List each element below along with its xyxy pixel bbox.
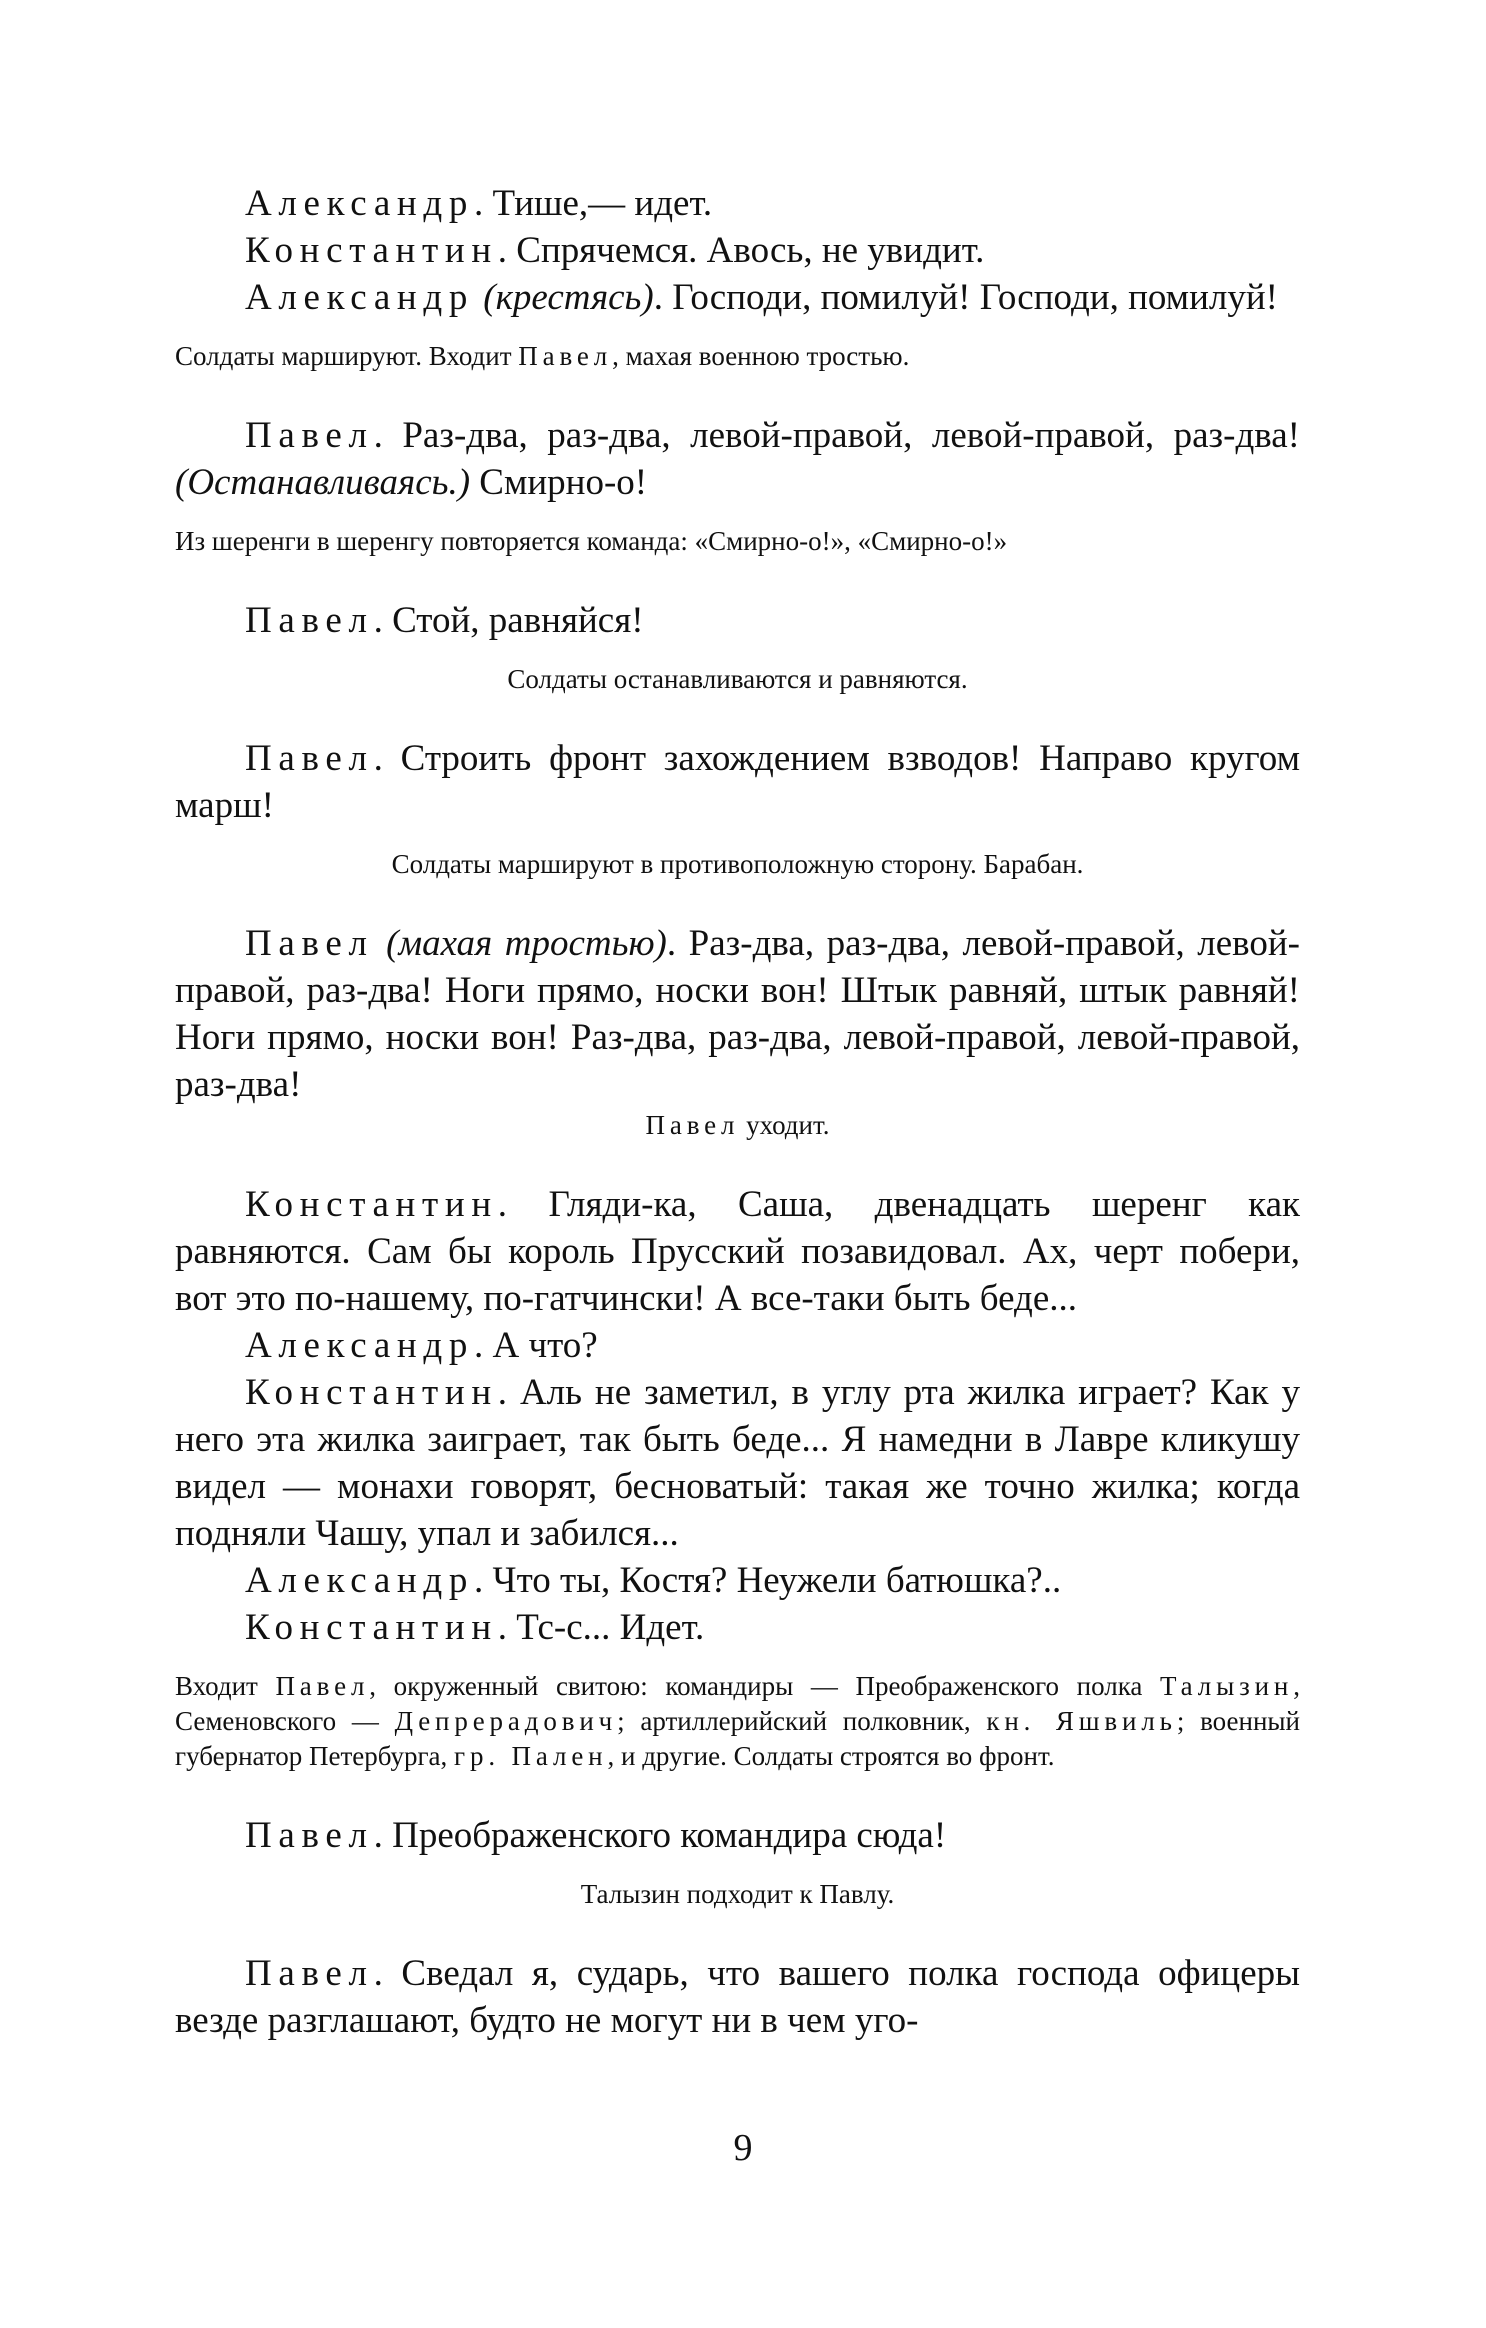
speaker-name: Павел: [245, 1815, 374, 1856]
line-9: [175, 735, 1300, 829]
line-1: [175, 180, 1300, 227]
page-number: 9: [733, 2127, 753, 2169]
direction-text: , и другие. Солдаты строятся во фронт.: [607, 1741, 1055, 1771]
direction-name: Павел: [275, 1671, 370, 1701]
speaker-name: Павел: [245, 600, 374, 641]
stage-direction-3: [175, 662, 1300, 697]
direction-text: , Семеновского —: [175, 1671, 1300, 1736]
direction-text: уходит.: [739, 1110, 830, 1140]
stage-direction-2: [175, 524, 1300, 559]
speech-text: . Строить фронт захождением взводов! Направо кругом марш!: [175, 738, 1300, 826]
stage-note: (махая тростью): [386, 923, 667, 964]
stage-direction-4: [175, 847, 1300, 882]
line-2: [175, 227, 1300, 274]
speech-text: . Раз-два, раз-два, левой-правой, левой-правой, раз-два! Ноги прямо, носки вон! Штык равняй, штык равняй! Ноги прямо, носки вон! Раз-два, раз-два, левой-правой, левой-правой, раз-два!: [175, 923, 1301, 1105]
speaker-name: Константин: [245, 230, 498, 271]
line-14: [175, 1322, 1300, 1369]
stage-note: (крестясь): [483, 277, 654, 318]
speaker-name: Константин: [245, 1184, 498, 1225]
direction-text: Входит: [175, 1671, 276, 1701]
direction-text: Из шеренги в шеренгу повторяется команда: «Смирно-о!», «Смирно-о!»: [175, 526, 1008, 556]
direction-name: Депрерадович: [394, 1706, 618, 1736]
speaker-name: Павел: [245, 415, 374, 456]
line-3: [175, 274, 1300, 321]
direction-name: гр. Пален: [454, 1741, 608, 1771]
direction-name: кн. Яшвиль: [986, 1706, 1177, 1736]
speech-text: . Тс-с... Идет.: [497, 1607, 705, 1648]
stage-direction-1: [175, 339, 1300, 374]
line-15: [175, 1369, 1300, 1557]
speech-text: . Раз-два, раз-два, левой-правой, левой-правой, раз-два!: [373, 415, 1300, 456]
direction-text: , окруженный свитою: командиры — Преображенского полка: [369, 1671, 1160, 1701]
stage-direction-7: [175, 1877, 1300, 1912]
speaker-name: Павел: [245, 923, 374, 964]
speaker-name: Павел: [245, 738, 374, 779]
book-page: [175, 180, 1300, 2044]
speaker-name: Константин: [245, 1607, 498, 1648]
direction-text: Талызин подходит к Павлу.: [580, 1879, 895, 1909]
speech-text: . Аль не заметил, в углу рта жилка играет? Как у него эта жилка заиграет, так быть беде... Я намедни в Лавре кликушу видел — монахи говорят, бесноватый: такая же точно жилка; когда подняли Чашу, упал и забился...: [175, 1372, 1300, 1554]
line-11: [175, 920, 1300, 1108]
direction-text: Солдаты останавливаются и равняются.: [507, 664, 968, 694]
direction-text: ; артиллерийский полковник,: [617, 1706, 987, 1736]
direction-text: Солдаты маршируют в противоположную сторону. Барабан.: [391, 849, 1084, 879]
stage-note: (Останавливаясь.): [175, 462, 471, 503]
speech-text: . Что ты, Костя? Неужели батюшка?..: [474, 1560, 1062, 1601]
direction-text: ; военный губернатор Петербурга,: [175, 1706, 1300, 1771]
line-16: [175, 1557, 1300, 1604]
line-19: [175, 1812, 1300, 1859]
speech-text: Смирно-о!: [470, 462, 648, 503]
line-5: [175, 412, 1300, 506]
direction-name: Павел: [645, 1110, 740, 1140]
line-13: [175, 1181, 1300, 1322]
speaker-name: Павел: [245, 1953, 374, 1994]
speech-text: . Спрячемся. Авось, не увидит.: [497, 230, 985, 271]
direction-text: , махая военною тростью.: [612, 341, 910, 371]
speech-text: . Стой, равняйся!: [373, 600, 644, 641]
speaker-name: Александр: [245, 1325, 475, 1366]
direction-name: Павел: [518, 341, 613, 371]
line-17: [175, 1604, 1300, 1651]
line-7: [175, 597, 1300, 644]
stage-direction-6: [175, 1669, 1300, 1774]
speech-text: . Господи, помилуй! Господи, помилуй!: [653, 277, 1278, 318]
speaker-name: Александр: [245, 183, 475, 224]
speech-text: . А что?: [474, 1325, 598, 1366]
speech-text: . Тише,— идет.: [474, 183, 713, 224]
speech-text: . Гляди-ка, Саша, двенадцать шеренг как равняются. Сам бы король Прусский позавидовал. Ах, черт побери, вот это по-нашему, по-гатчински! А все-таки быть беде...: [175, 1184, 1300, 1319]
speech-text: . Сведал я, сударь, что вашего полка господа офицеры везде разглашают, будто не могут ни в чем уго-: [175, 1953, 1300, 2041]
speaker-name: Александр: [245, 277, 475, 318]
speaker-name: Константин: [245, 1372, 498, 1413]
speaker-name: Александр: [245, 1560, 475, 1601]
line-21: [175, 1950, 1300, 2044]
stage-direction-5: [175, 1108, 1300, 1143]
direction-text: Солдаты маршируют. Входит: [175, 341, 519, 371]
speech-text: . Преображенского командира сюда!: [373, 1815, 947, 1856]
direction-name: Талызин: [1160, 1671, 1294, 1701]
